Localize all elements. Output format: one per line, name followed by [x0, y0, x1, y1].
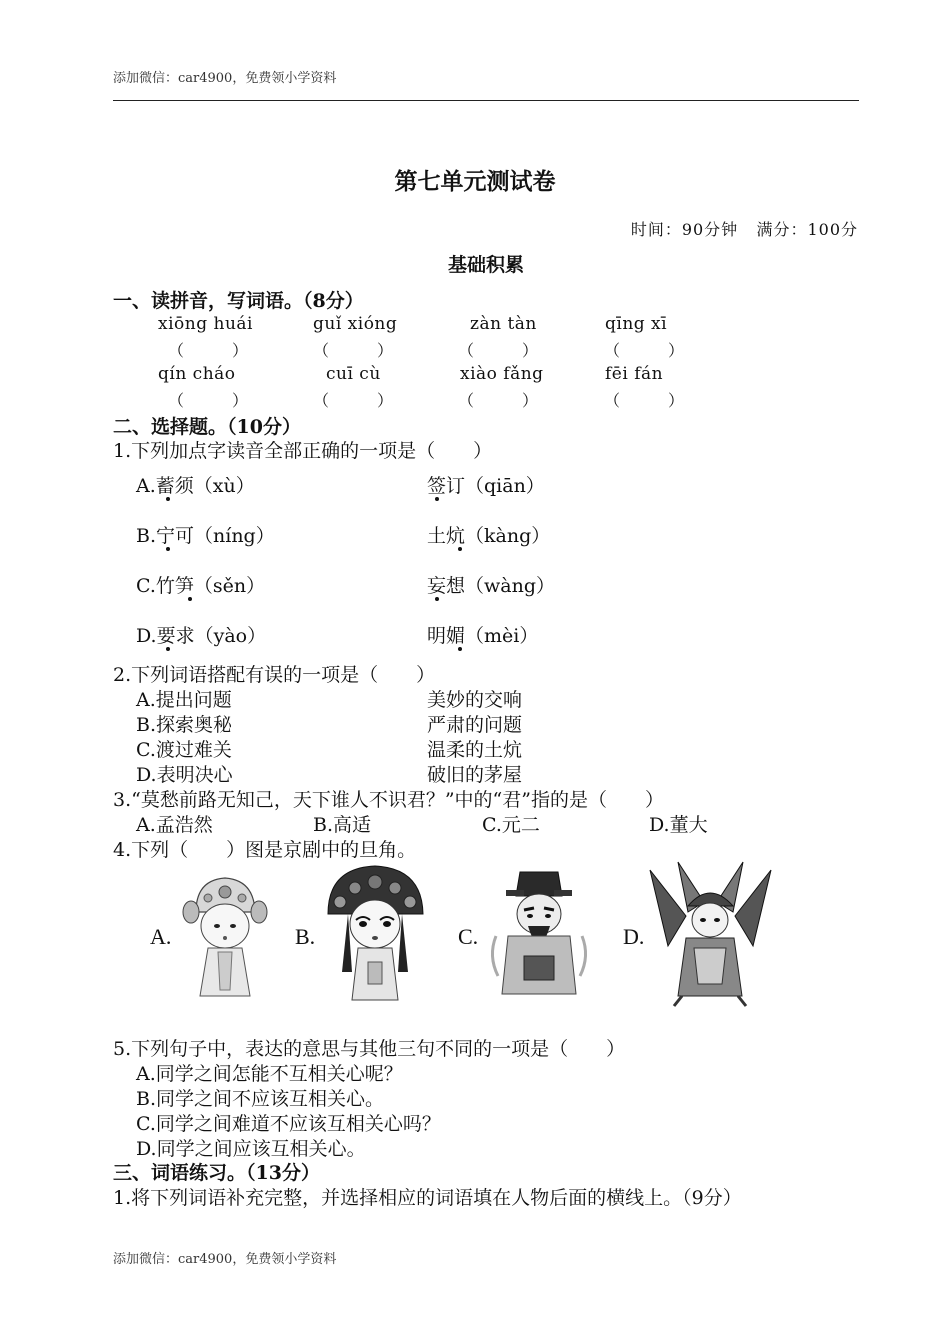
pinyin-item: fēi fán — [605, 364, 664, 384]
exam-score: 满分：100分 — [756, 220, 858, 239]
q1-option-a-right: 签订（qiān） — [427, 475, 545, 497]
opera-figure-b-image[interactable] — [318, 862, 433, 1004]
page-header: 添加微信：car4900，免费领小学资料 — [113, 71, 337, 86]
emphasis-dot — [188, 597, 192, 601]
question-5-stem: 5.下列句子中，表达的意思与其他三句不同的一项是（ ） — [113, 1038, 626, 1060]
answer-blank[interactable]: （ ） — [604, 341, 685, 360]
q1-option-b-left[interactable]: B.宁可（níng） — [136, 525, 275, 547]
question-4-stem: 4.下列（ ）图是京剧中的旦角。 — [113, 839, 417, 861]
emphasis-dot — [458, 547, 462, 551]
opera-figure-a-image[interactable] — [178, 872, 273, 1002]
q3-option-a[interactable]: A.孟浩然 — [136, 814, 213, 836]
q5-option-a[interactable]: A.同学之间怎能不互相关心呢？ — [136, 1063, 403, 1085]
answer-blank[interactable]: （ ） — [168, 391, 249, 410]
answer-blank[interactable]: （ ） — [168, 341, 249, 360]
answer-blank[interactable]: （ ） — [458, 341, 539, 360]
opera-figure-c-image[interactable] — [484, 866, 594, 1002]
q3-option-c[interactable]: C.元二 — [482, 814, 540, 836]
q3-option-d[interactable]: D.董大 — [649, 814, 708, 836]
pinyin-item: qín cháo — [158, 364, 236, 384]
section3-heading: 三、词语练习。（13分） — [113, 1162, 320, 1184]
emphasis-dot — [166, 647, 170, 651]
q2-option-b-right: 严肃的问题 — [427, 714, 523, 736]
page-title: 第七单元测试卷 — [394, 168, 556, 195]
q1-option-d-right: 明媚（mèi） — [427, 625, 539, 647]
question-3-stem: 3.“莫愁前路无知己，天下谁人不识君？”中的“君”指的是（ ） — [113, 789, 664, 811]
q2-option-b-left[interactable]: B.探索奥秘 — [136, 714, 233, 736]
pinyin-item: guǐ xióng — [313, 314, 398, 334]
emphasis-dot — [166, 547, 170, 551]
section1-heading: 一、读拼音，写词语。（8分） — [113, 290, 364, 312]
q1-option-c-left[interactable]: C.竹笋（sěn） — [136, 575, 266, 597]
q5-option-c[interactable]: C.同学之间难道不应该互相关心吗？ — [136, 1113, 441, 1135]
q1-option-d-left[interactable]: D.要求（yào） — [136, 625, 267, 647]
emphasis-dot — [458, 647, 462, 651]
section-subtitle: 基础积累 — [447, 254, 524, 276]
answer-blank[interactable]: （ ） — [604, 391, 685, 410]
exam-time: 时间：90分钟 — [630, 220, 739, 239]
question-2-stem: 2.下列词语搭配有误的一项是（ ） — [113, 664, 436, 686]
pinyin-item: xiōng huái — [158, 314, 253, 334]
q5-option-d[interactable]: D.同学之间应该互相关心。 — [136, 1138, 366, 1160]
pinyin-item: xiào fǎng — [460, 364, 544, 384]
q2-option-c-left[interactable]: C.渡过难关 — [136, 739, 232, 761]
section2-heading: 二、选择题。（10分） — [113, 416, 301, 438]
pinyin-item: cuī cù — [326, 364, 381, 384]
q4-label-b[interactable]: B. — [295, 924, 316, 949]
q1-option-b-right: 土炕（kàng） — [427, 525, 551, 547]
q2-option-d-left[interactable]: D.表明决心 — [136, 764, 233, 786]
opera-figure-d-image[interactable] — [648, 856, 773, 1012]
pinyin-item: zàn tàn — [470, 314, 537, 334]
emphasis-dot — [435, 597, 439, 601]
emphasis-dot — [166, 497, 170, 501]
exam-meta — [631, 217, 858, 240]
q4-label-a[interactable]: A. — [150, 924, 172, 949]
emphasis-dot — [435, 497, 439, 501]
answer-blank[interactable]: （ ） — [313, 391, 394, 410]
question-1-stem: 1.下列加点字读音全部正确的一项是（ ） — [113, 440, 493, 462]
answer-blank[interactable]: （ ） — [458, 391, 539, 410]
q2-option-c-right: 温柔的土炕 — [427, 739, 523, 761]
page-footer: 添加微信：car4900，免费领小学资料 — [113, 1252, 337, 1267]
q2-option-d-right: 破旧的茅屋 — [427, 764, 523, 786]
q1-option-c-right: 妄想（wàng） — [427, 575, 555, 597]
q4-label-d[interactable]: D. — [623, 924, 645, 949]
q5-option-b[interactable]: B.同学之间不应该互相关心。 — [136, 1088, 385, 1110]
q1-option-a-left[interactable]: A.蓄须（xù） — [136, 475, 255, 497]
answer-blank[interactable]: （ ） — [313, 341, 394, 360]
q2-option-a-left[interactable]: A.提出问题 — [136, 689, 232, 711]
q3-option-b[interactable]: B.高适 — [313, 814, 372, 836]
pinyin-item: qīng xī — [605, 314, 668, 334]
header-rule — [113, 100, 859, 101]
section3-question-1: 1.将下列词语补充完整，并选择相应的词语填在人物后面的横线上。（9分） — [113, 1187, 742, 1209]
q4-label-c[interactable]: C. — [458, 924, 479, 949]
q2-option-a-right: 美妙的交响 — [427, 689, 523, 711]
